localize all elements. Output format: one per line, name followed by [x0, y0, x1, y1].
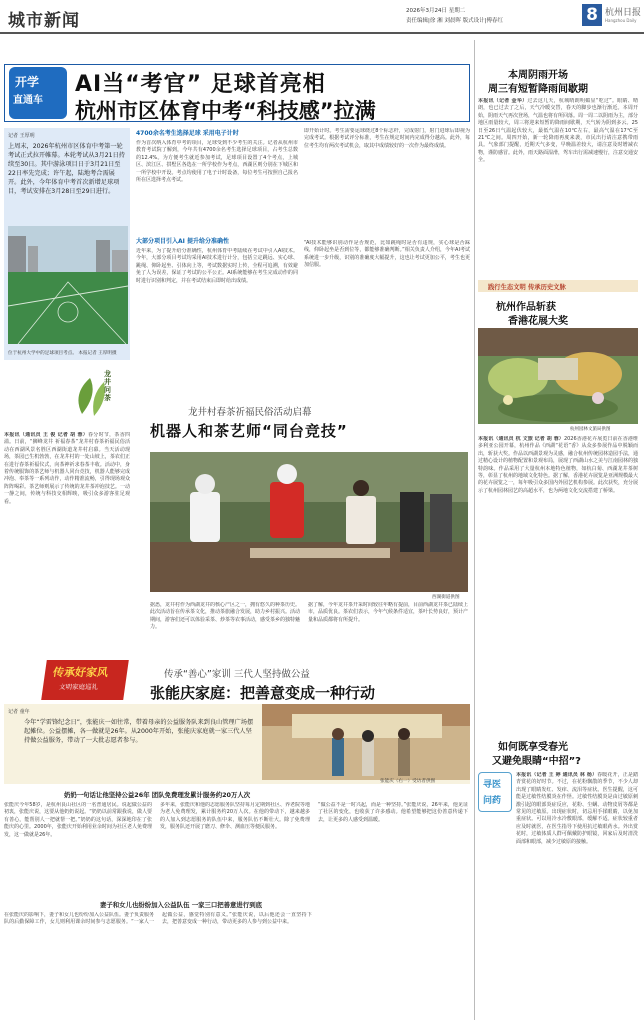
weather-title-2: 周三有短暂降雨间歇期	[488, 84, 588, 95]
medical-badge-top: 寻医	[483, 780, 502, 790]
family-body-b: 多年来，张能庆和他的志愿服务队坚持每月定期到社区、养老院等地为老人免费理发，累计服务约20万人次。在他的带动下，越来越多的人加入到志愿服务的队伍中来，服务队伍不断壮大。除了免费理发，服务队还开展了磨刀、修伞、测血压等便民服务。	[160, 802, 310, 831]
weather-byline: 本报讯（记者 金华）	[478, 98, 528, 104]
pollen-story	[478, 736, 638, 1020]
badge-top: 开学	[15, 75, 40, 89]
pollen-title-1: 如何既享受春光	[498, 742, 568, 753]
weather-body	[478, 98, 638, 268]
family-body-a: 张能庆今年58岁，是杭州良山社区的一名普通居民。说起做公益的初衷，张能庆说，这要从他奶奶说起。“奶奶以前常跟我说，做人要有善心，能帮别人一把就帮一把。”奶奶的这句话，深深地印在了张能庆的心里。2000年，张能庆开始利用业余时间为社区老人免费理发，这一做就是26年。	[4, 802, 152, 838]
pollen-body	[516, 772, 638, 1018]
photo-caption: 位于杭州大学中的足球项目考点。 本报记者 王厚明摄	[8, 351, 117, 356]
lead-intro-box	[4, 128, 130, 360]
tea-body-bottom: 据了解，今年龙井茶开采时间较往年略有提前，目前西湖龙井茶已陆续上市，品质优良。茶农们表示，今年气候条件适宜，茶叶长势良好，预计产量和品质都将有所提升。	[308, 602, 468, 623]
tea-body-right: 据悉，龙井村作为西湖龙井的核心产区之一，拥有悠久的种茶历史。此次活动旨在传承茶文化，推动茶旅融合发展，助力乡村振兴。活动期间，游客们还可以体验采茶、炒茶等农事活动，感受茶乡的独特魅力。	[150, 602, 300, 631]
lead-intro: 上周末，2026年杭州市区体育中考第一轮考试正式拉开帷幕。本轮考试从3月21日持续至30日。其中游泳项目日于3月21日至22日率先完成；许午起，陆地考合需展开。此外，今年体育中考首次新增足球项目，考试安排在3月28日至29日进行。	[8, 143, 125, 195]
weather-story	[478, 64, 638, 268]
family-body-d: “做公益不是一时兴起，而是一种坚持。”张能庆说，26年来，他见证了社区的变化，也收获了许多感动。他希望能够把这份善意传递下去，让更多的人感受到温暖。	[318, 802, 468, 823]
paper-name: 杭州日报	[605, 8, 642, 18]
garden-body	[478, 436, 638, 724]
family-banner	[41, 660, 129, 700]
lead-body-d: “AI技术能够识别动作是否规范，比如跳绳时是否有违规，实心球是否踩线，仰卧起坐是否到位等，都能够准确判断。”相关负责人介绍，今年AI考试系统进一步升级，识别的准确度大幅提升，这也让考试更加公平，考生也更加信服。	[304, 240, 470, 269]
date-line: 2026年3月24日 星期二	[406, 8, 466, 14]
family-subhead-2: 妻子和女儿也纷纷加入公益队伍 一家三口把善意进行到底	[100, 901, 262, 909]
lead-subhead-1: 4700余名考生选择足球 采用电子计时	[136, 130, 239, 137]
tea-photo-caption: 西湖街道供图	[432, 595, 460, 600]
family-photo-caption: 张能庆（右一）受访者供图	[380, 779, 436, 784]
page-header	[0, 0, 644, 34]
lead-body-col1	[136, 128, 298, 360]
header-divider	[0, 32, 644, 34]
paper-subtitle: Hangzhou Daily	[605, 18, 637, 23]
medical-badge-bottom: 问药	[483, 796, 502, 806]
family-title: 张能庆家庭：把善意变成一种行动	[150, 684, 376, 702]
football-field-photo	[8, 226, 128, 344]
page-number: 8	[582, 4, 602, 26]
lead-banner	[4, 64, 470, 122]
lead-byline: 记者 王厚明	[8, 133, 35, 139]
family-intro-box	[4, 704, 470, 784]
garden-text: 2026香港花卉展览日前在香港维多利亚公园开幕，杭州作品《西湖“花语”香》从众多参展作品中脱颖而出，斩获大奖。作品以西湖景观为灵感，融合杭州传统园林造园手法，通过精心设计的植物配置和景观布局，展现了西湖山水之美与江南园林的独特韵味。作品采用了大量杭州本地特色植物，如杭白菊、西湖龙井茶树等，彰显了杭州的地域文化特色。据了解，香港花卉展览是亚洲规模最大的花卉展览之一，每年吸引众多国内外园艺机构参展。此次获奖，充分展示了杭州园林园艺的高超水平，也为两地文化交流搭建了桥梁。	[478, 436, 638, 494]
lead-body-b: 近年来，为了提升给分准确性，杭州体育中考陆续在考试中引入AI技术。今年，大部分项目考试均采用AI技术进行计分，包括立定跳远、实心球、跳绳、仰卧起坐、引体向上等，考试数据实时上传，全程可追溯，有效避免了人为误差，保证了考试的公平公正。AI系统能够在考生完成动作的同时进行识别和判定，并在考试结束后即时给出成绩。	[136, 248, 298, 284]
pollen-text: 春暖花开，正是踏青赏花的好时节。不过，在花粉飘散的季节，不少人却出现了眼睛发红、发痒、流泪等症状。医生提醒，这可能是过敏性结膜炎在作怪。过敏性结膜炎是由过敏原刺激引起的眼部炎症反应，花粉、尘螨、动物皮屑等都是常见的过敏原。出现症状时，切忌用手揉眼睛，以免加重症状。可以用冷水冷敷眼部，缓解不适。症状较重者应及时就医，在医生指导下使用抗过敏眼药水。外出赏花时，过敏体质人群可佩戴防护眼镜，回家后及时清洗面部和眼部，减少过敏原的接触。	[516, 772, 638, 845]
tea-byline: 本报讯（通讯员 王 俊 记者 胡 蓉）	[4, 432, 89, 438]
robot-tea-photo	[150, 452, 468, 592]
family-byline: 记者 童年	[8, 709, 30, 715]
family-subhead-1: 奶奶一句话让他坚持公益26年 团队免费理发累计服务约20万人次	[64, 791, 251, 799]
family-banner-top: 传承好家风	[52, 666, 109, 679]
tea-logo-text: 龙井问茶	[104, 370, 111, 402]
tea-logo	[64, 364, 130, 428]
garden-title-2: 香港花展大奖	[508, 316, 568, 327]
weather-text: 过去这几天，杭城晴朗明媚显“吃过”。眼睛、晴朗，也已过去了之后，天气冷暖交替，春天的脚步也渐行渐近。本周开始，阴雨天气再次登场，气温也将有所回落。周一周二以阴雨为主，部分地区雨量较大，周三将迎来短暂的降雨间歇期，天气转为阴到多云。25日至26日气温起伏较大，最低气温在10℃左右，最高气温在17℃至21℃之间。周四开始，新一轮降雨再度来袭，市民出行请注意携带雨具。气象部门提醒，近期天气多变，早晚温差较大，请注意及时增减衣物，谨防感冒。此外，雨天路面湿滑，驾车出行需减速慢行，注意交通安全。	[478, 98, 638, 164]
badge-bottom: 直通车	[13, 95, 43, 106]
tea-body-left	[4, 432, 130, 652]
family-photo	[262, 704, 470, 780]
editor-line: 责任编辑|徐 湘 刘晨晖 版式设计|傅春红	[406, 18, 503, 24]
lead-subhead-2: 大部分项目引入AI 提升给分准确性	[136, 238, 229, 245]
garden-title-1: 杭州作品斩获	[496, 302, 556, 313]
lead-headline-1: AI当“考官” 足球首亮相	[75, 72, 326, 97]
family-story	[4, 660, 470, 1020]
garden-story	[478, 280, 638, 726]
tea-kicker: 龙井村春茶祈福民俗活动启幕	[188, 407, 312, 418]
garden-byline: 本报讯（通讯员 杭 文旅 记者 胡 蓉）	[478, 436, 564, 442]
lead-body-a: 作为首次纳入体育中考的项目，足球受到不少考生的关注。记者从杭州市教育考试院了解到，今年共有4700余名考生选择足球项目，占考生总数的12.4%。为方便考生就近参加考试，足球项目设置了4个考点，上城区、滨江区、拱墅区各选在一所学校作为考点，西湖区则分别在下城区和一所学校中开设。考点均使用了电子计时设备，每位考生可按照自己报名所在区选择考点考试。	[136, 140, 298, 184]
pollen-title-2: 又避免眼睛“中招”?	[492, 756, 581, 767]
garden-photo	[478, 328, 638, 424]
family-intro: 今年“学雷锋纪念日”，张能庆一如往常，带着母亲的公益服务队来到良山管理广场摆起摊位。公益摆摊，各一做就是26年。从2000年开始，张能庆家庭就一家三代人坚持做公益服务，带动了一大批志愿者参与。	[24, 719, 254, 744]
garden-banner-text: 践行生态文明 传承历史文脉	[488, 284, 566, 291]
tea-text-left: 春分时节，茶香四溢。日前，“狮峰龙井 祈福春茶”龙井村春茶祈福民俗活动在西湖风景名胜区西湖街道龙井村启幕。当天活动现场，茶园已生机勃勃，在龙井村的一处山坡上，茶农们正在进行春茶祈福仪式，向茶神祈求春茶丰收。活动中，身着传统服饰的茶艺师与机器人同台竞技，机器人能够完成冲泡、奉茶等一系列动作，动作精准流畅，引得现场观众阵阵喝彩。茶艺师则展示了传统的龙井茶冲泡技艺。一动一静之间，传统与科技交相辉映，吸引众多游客驻足观看。	[4, 432, 130, 505]
tea-leaf-icon	[64, 364, 130, 428]
lead-body-col2	[304, 128, 470, 360]
section-title: 城市新闻	[8, 11, 80, 31]
tea-title: 机器人和茶艺师“同台竞技”	[150, 422, 348, 440]
lead-body-c: 即开始计时。考生需要运球绕过8个标志杆，完成射门，射门进球后即视为完成考试。根据考试评分标准，考生在规定时间内完成得分越高。此外，每位考生均有两次考试机会，取其中成绩较好的一次作为最终成绩。	[304, 128, 470, 149]
family-body-c: 在张能庆的影响下，妻子和女儿也纷纷加入公益队伍。妻子负责服务队的后勤保障工作，女儿则利用课余时间参与志愿服务。“一家人一起做公益，感觉特别有意义。”张能庆说，以后他还会一直坚持下去，把善意变成一种行动，带动更多的人参与到公益中来。	[4, 912, 312, 926]
medical-badge	[478, 772, 512, 812]
weather-title-1: 本周阴雨开场	[508, 70, 568, 81]
garden-banner	[478, 280, 638, 292]
column-divider	[474, 40, 475, 1020]
pollen-byline: 本报讯（记者 王 婷 通讯员 林 杨）	[516, 772, 598, 778]
tea-story	[4, 364, 470, 654]
lead-headline-2: 杭州市区体育中考“科技感”拉满	[75, 99, 376, 123]
school-bus-badge	[9, 67, 67, 119]
family-banner-bottom: 文明家庭巡礼	[58, 683, 99, 691]
garden-photo-caption: 杭州园林文旅局供图	[570, 427, 611, 432]
family-kicker: 传承“善心”家训 三代人坚持做公益	[164, 669, 310, 680]
